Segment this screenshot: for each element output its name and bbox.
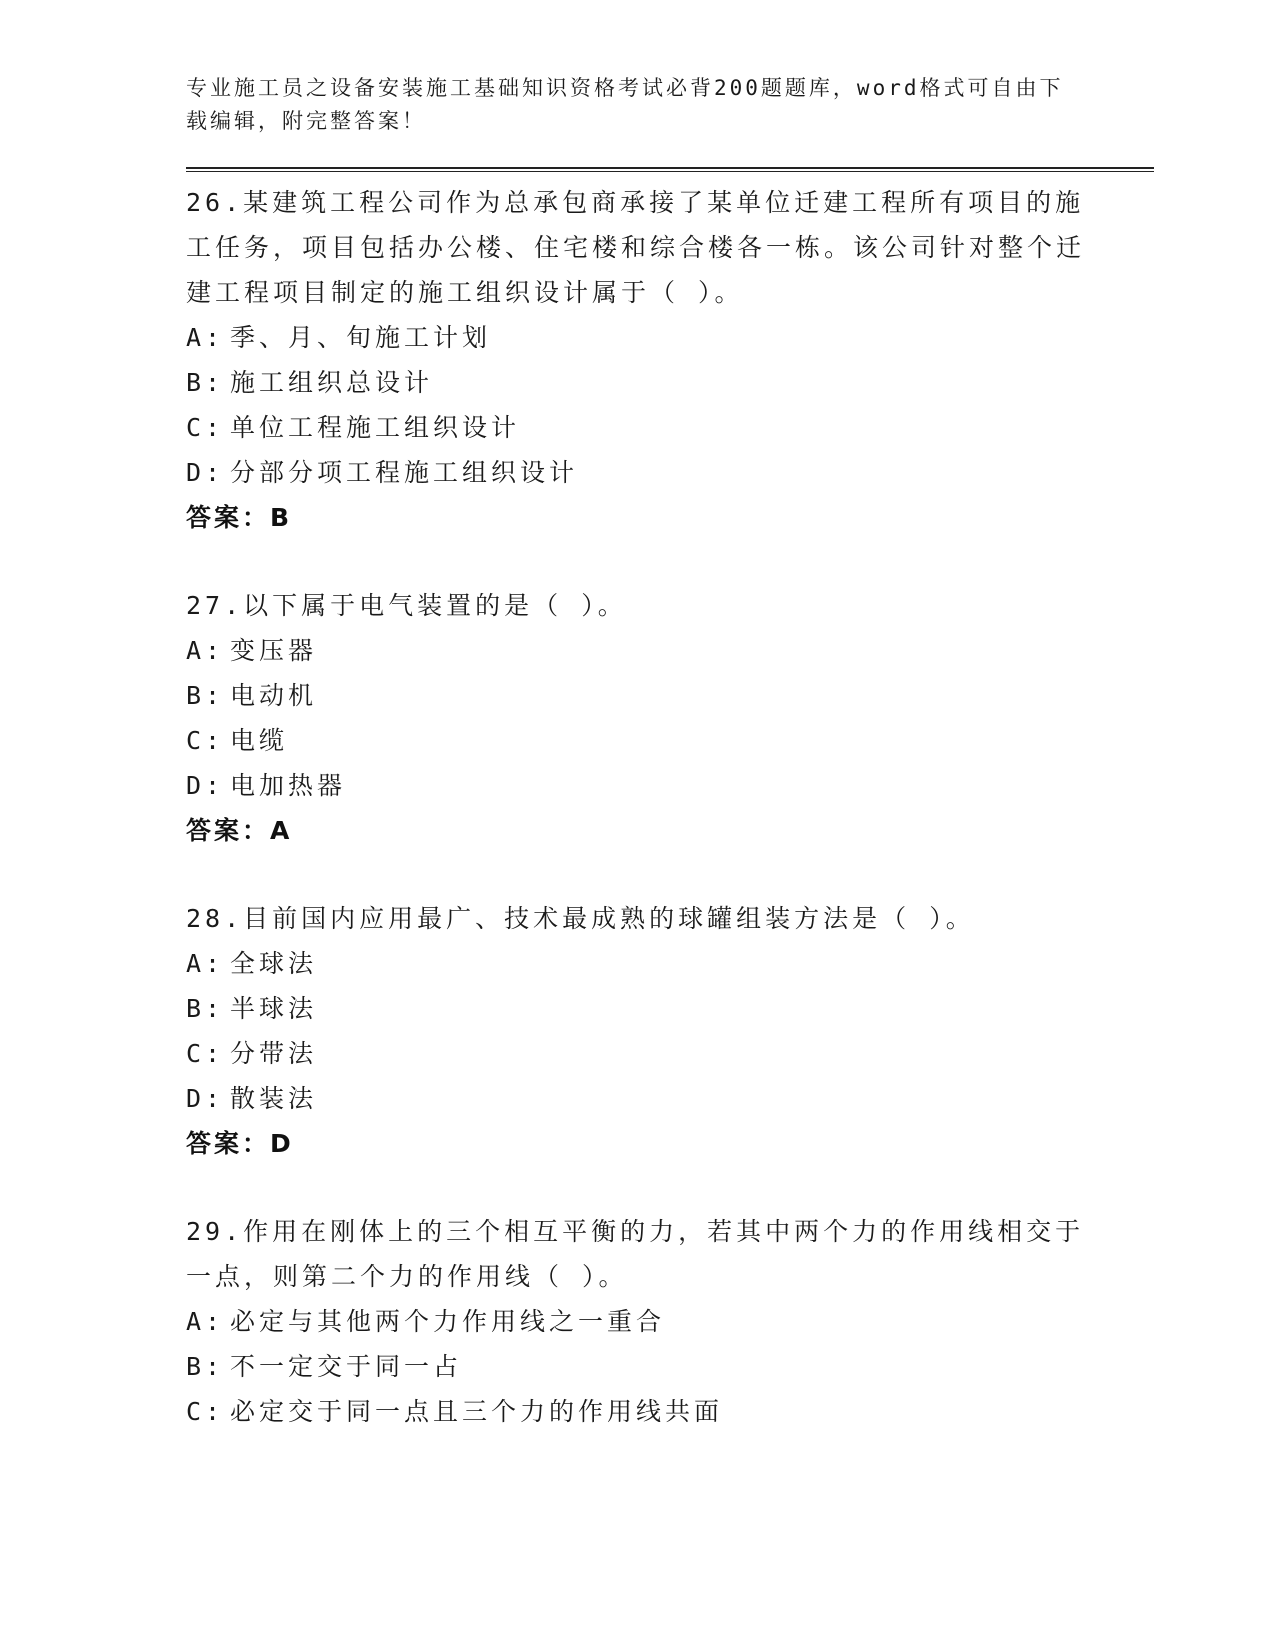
option-label: B: (186, 994, 225, 1023)
option-text: 电缆 (230, 726, 289, 755)
option-a (186, 941, 1156, 986)
option-a (186, 315, 1156, 360)
option-label: D: (186, 771, 225, 800)
question-stem: 27.以下属于电气装置的是（ ）。 (186, 591, 627, 620)
option-b (186, 1344, 1156, 1389)
option-a (186, 1299, 1156, 1344)
document-page (186, 72, 1156, 1434)
option-c (186, 1031, 1156, 1076)
option-b (186, 360, 1156, 405)
option-text: 电动机 (230, 681, 318, 710)
option-text: 半球法 (230, 994, 318, 1023)
option-label: C: (186, 726, 225, 755)
option-c (186, 405, 1156, 450)
option-text: 必定与其他两个力作用线之一重合 (230, 1307, 666, 1336)
answer-line (186, 495, 1156, 540)
option-label: A: (186, 636, 225, 665)
document-header: 专业施工员之设备安装施工基础知识资格考试必背200题题库，word格式可自由下载编辑，附完整答案！ (186, 76, 1064, 133)
option-d (186, 763, 1156, 808)
option-label: B: (186, 368, 225, 397)
option-d (186, 450, 1156, 495)
option-text: 不一定交于同一占 (230, 1352, 463, 1381)
answer-line (186, 808, 1156, 853)
option-label: C: (186, 1397, 225, 1426)
option-c (186, 718, 1156, 763)
option-text: 散装法 (230, 1084, 318, 1113)
option-text: 变压器 (230, 636, 318, 665)
option-b (186, 986, 1156, 1031)
option-label: B: (186, 1352, 225, 1381)
option-label: D: (186, 1084, 225, 1113)
question-26 (186, 180, 1156, 540)
answer-prefix: 答案： (186, 503, 271, 532)
question-stem: 28.目前国内应用最广、技术最成熟的球罐组装方法是（ ）。 (186, 904, 975, 933)
option-text: 施工组织总设计 (230, 368, 434, 397)
option-d (186, 1076, 1156, 1121)
answer-line (186, 1121, 1156, 1166)
header-divider-thick (186, 167, 1154, 169)
question-27 (186, 583, 1156, 853)
option-text: 全球法 (230, 949, 318, 978)
option-a (186, 628, 1156, 673)
answer-value: D (270, 1129, 294, 1158)
option-label: B: (186, 681, 225, 710)
option-b (186, 673, 1156, 718)
answer-prefix: 答案： (186, 816, 271, 845)
answer-prefix: 答案： (186, 1129, 271, 1158)
option-text: 季、月、旬施工计划 (230, 323, 492, 352)
option-label: A: (186, 949, 225, 978)
question-stem: 26.某建筑工程公司作为总承包商承接了某单位迁建工程所有项目的施工任务，项目包括办公楼、住宅楼和综合楼各一栋。该公司针对整个迁建工程项目制定的施工组织设计属于（ ）。 (186, 188, 1086, 307)
option-text: 分带法 (230, 1039, 318, 1068)
option-c (186, 1389, 1156, 1434)
option-text: 分部分项工程施工组织设计 (230, 458, 579, 487)
question-28 (186, 896, 1156, 1166)
answer-value: B (270, 503, 293, 532)
question-stem: 29.作用在刚体上的三个相互平衡的力，若其中两个力的作用线相交于一点，则第二个力的作用线（ ）。 (186, 1217, 1085, 1291)
option-text: 必定交于同一点且三个力的作用线共面 (230, 1397, 724, 1426)
question-29 (186, 1209, 1156, 1434)
option-label: D: (186, 458, 225, 487)
option-text: 单位工程施工组织设计 (230, 413, 521, 442)
option-label: A: (186, 1307, 225, 1336)
option-label: C: (186, 1039, 225, 1068)
header-divider-thin (186, 171, 1154, 172)
option-label: A: (186, 323, 225, 352)
option-text: 电加热器 (230, 771, 347, 800)
option-label: C: (186, 413, 225, 442)
answer-value: A (270, 816, 293, 845)
